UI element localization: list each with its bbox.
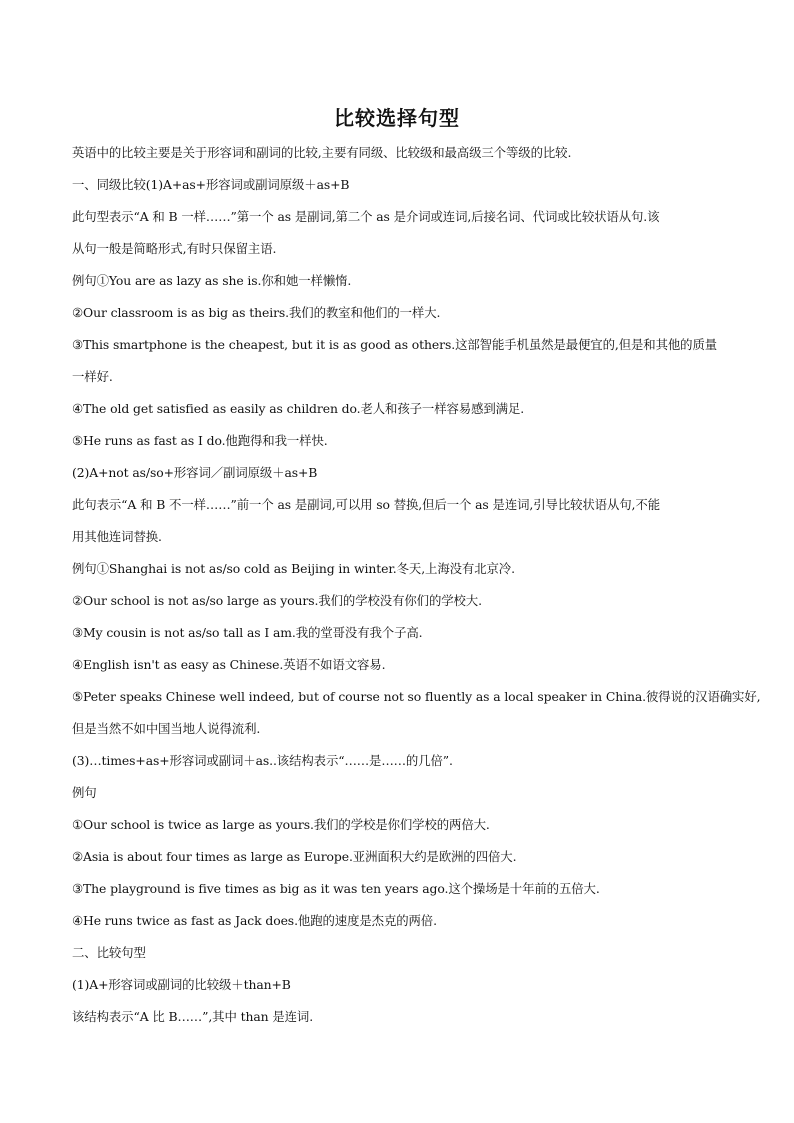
example-line: ⑤He runs as fast as I do.他跑得和我一样快. [72, 433, 328, 448]
example-line: ③My cousin is not as/so tall as I am.我的堂哥没有我个子高. [72, 625, 423, 640]
subsection-heading: (2)A+not as/so+形容词／副词原级＋as+B [72, 465, 318, 480]
paragraph-line: 用其他连词替换. [72, 529, 162, 544]
example-line: ③The playground is five times as big as it was ten years ago.这个操场是十年前的五倍大. [72, 881, 600, 896]
subsection-heading: (1)A+形容词或副词的比较级＋than+B [72, 977, 291, 992]
section-heading-comparative: 二、比较句型 [72, 945, 146, 960]
example-line: 但是当然不如中国当地人说得流利. [72, 721, 261, 736]
example-line: 一样好. [72, 369, 113, 384]
example-line: ③This smartphone is the cheapest, but it is as good as others.这部智能手机虽然是最便宜的,但是和其他的质量 [72, 337, 718, 352]
example-line: ④He runs twice as fast as Jack does.他跑的速度是杰克的两倍. [72, 913, 437, 928]
intro-paragraph: 英语中的比较主要是关于形容词和副词的比较,主要有同级、比较级和最高级三个等级的比较. [72, 145, 572, 160]
example-line: ⑤Peter speaks Chinese well indeed, but of course not so fluently as a local speaker in China.彼得说的汉语确实好, [72, 689, 761, 704]
example-line: ④English isn't as easy as Chinese.英语不如语文容易. [72, 657, 386, 672]
paragraph-line: 此句型表示“A 和 B 一样……”第一个 as 是副词,第二个 as 是介词或连词,后接名词、代词或比较状语从句.该 [72, 209, 660, 224]
subsection-heading: (3)…times+as+形容词或副词＋as..该结构表示“……是……的几倍”. [72, 753, 453, 768]
example-line: ②Our school is not as/so large as yours.我们的学校没有你们的学校大. [72, 593, 482, 608]
example-line: 例句①You are as lazy as she is.你和她一样懒惰. [72, 273, 352, 288]
example-line: ①Our school is twice as large as yours.我们的学校是你们学校的两倍大. [72, 817, 490, 832]
paragraph-line: 此句表示“A 和 B 不一样……”前一个 as 是副词,可以用 so 替换,但后一个 as 是连词,引导比较状语从句,不能 [72, 497, 660, 512]
paragraph-line: 从句一般是简略形式,有时只保留主语. [72, 241, 277, 256]
example-line: ②Our classroom is as big as theirs.我们的教室和他们的一样大. [72, 305, 441, 320]
example-line: ②Asia is about four times as large as Europe.亚洲面积大约是欧洲的四倍大. [72, 849, 517, 864]
example-line: ④The old get satisfied as easily as children do.老人和孩子一样容易感到满足. [72, 401, 525, 416]
section-heading-equal-comparison: 一、同级比较(1)A+as+形容词或副词原级＋as+B [72, 177, 350, 192]
example-line: 例句①Shanghai is not as/so cold as Beijing in winter.冬天,上海没有北京冷. [72, 561, 515, 576]
paragraph-line: 该结构表示“A 比 B……”,其中 than 是连词. [72, 1009, 314, 1024]
example-label: 例句 [72, 785, 97, 800]
document-title: 比较选择句型 [334, 106, 460, 130]
